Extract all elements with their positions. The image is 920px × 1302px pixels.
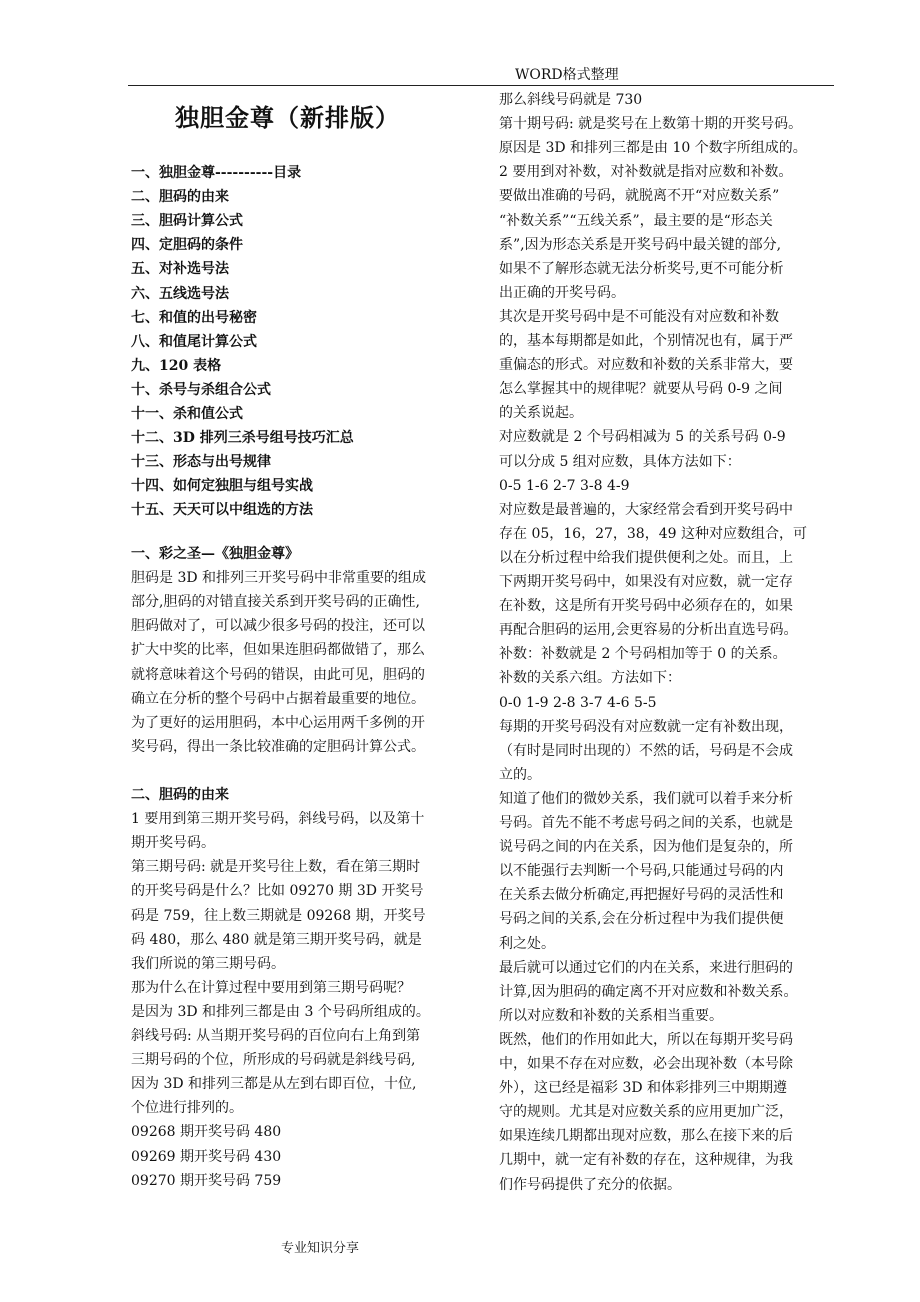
section-heading: 二、胆码的由来	[131, 787, 229, 803]
toc-item: 三、胆码计算公式	[131, 213, 243, 230]
body-line: 三期号码的个位，所形成的号码就是斜线号码,	[131, 1052, 416, 1069]
body-line: 每期的开奖号码没有对应数就一定有补数出现，	[499, 718, 793, 735]
body-line: 期开奖号码。	[131, 835, 215, 852]
toc-item: 七、和值的出号秘密	[131, 309, 257, 326]
body-line: “补数关系”“五线关系”，最主要的是“形态关	[499, 212, 773, 229]
toc-item: 一、独胆金尊----------目录	[131, 165, 302, 181]
body-line: 知道了他们的微妙关系，我们就可以着手来分析	[499, 790, 793, 807]
section-heading: 一、彩之圣—《独胆金尊》	[131, 546, 299, 562]
body-line: 立的。	[499, 766, 541, 783]
body-line: 所以对应数和补数的关系相当重要。	[499, 1007, 723, 1024]
body-line: 个位进行排列的。	[131, 1100, 243, 1117]
body-line: 号码之间的关系,会在分析过程中为我们提供便	[499, 911, 784, 928]
toc-item: 十五、天天可以中组选的方法	[131, 502, 313, 519]
body-line: 的开奖号码是什么？比如 09270 期 3D 开奖号	[131, 883, 424, 900]
document-title: 独胆金尊（新排版）	[175, 103, 400, 132]
body-line: 其次是开奖号码中是不可能没有对应数和补数	[499, 308, 779, 325]
body-line: 怎么掌握其中的规律呢？就要从号码 0-9 之间	[499, 381, 783, 398]
body-line: 以不能强行去判断一个号码,只能通过号码的内	[499, 863, 784, 880]
body-line: 09269 期开奖号码 430	[131, 1148, 282, 1165]
toc-item: 十四、如何定独胆与组号实战	[131, 478, 313, 495]
body-line: 对应数是最普遍的，大家经常会看到开奖号码中	[499, 501, 793, 518]
body-line: 部分,胆码的对错直接关系到开奖号码的正确性,	[131, 594, 420, 611]
toc-item: 十一、杀和值公式	[131, 406, 243, 422]
toc-item: 八、和值尾计算公式	[131, 333, 257, 350]
body-line: 可以分成 5 组对应数，具体方法如下：	[499, 453, 741, 470]
body-line: 就将意味着这个号码的错误，由此可见，胆码的	[131, 666, 425, 683]
toc-item: 四、定胆码的条件	[131, 237, 243, 254]
body-line: 最后就可以通过它们的内在关系，来进行胆码的	[499, 959, 793, 976]
body-line: 存在 05，16，27，38，49 这种对应数组合，可	[499, 525, 807, 542]
body-line: 那么斜线号码就是 730	[499, 92, 643, 108]
body-line: 出正确的开奖号码。	[499, 284, 625, 301]
body-line: 在关系去做分析确定,再把握好号码的灵活性和	[499, 887, 784, 904]
toc-item: 十二、3D 排列三杀号组号技巧汇总	[131, 430, 354, 447]
toc-item: 五、对补选号法	[131, 261, 229, 278]
body-line: 说号码之间的内在关系，因为他们是复杂的，所	[499, 839, 793, 856]
body-line: 确立在分析的整个号码中占据着最重要的地位。	[131, 690, 425, 707]
body-line: 对应数就是 2 个号码相减为 5 的关系号码 0-9	[499, 429, 786, 446]
body-line: 2 要用到对补数，对补数就是指对应数和补数。	[499, 164, 793, 181]
body-line: 在补数，这是所有开奖号码中必须存在的，如果	[499, 598, 793, 615]
body-line: 外），这已经是福彩 3D 和体彩排列三中期期遵	[499, 1080, 788, 1097]
body-line: 我们所说的第三期号码。	[131, 955, 285, 972]
body-line: 因为 3D 和排列三都是从左到右即百位，十位,	[131, 1076, 417, 1093]
body-line: 原因是 3D 和排列三都是由 10 个数字所组成的。	[499, 140, 807, 157]
page-footer: 专业知识分享	[281, 1241, 360, 1256]
body-line: 胆码是 3D 和排列三开奖号码中非常重要的组成	[131, 570, 427, 587]
body-line: 是因为 3D 和排列三都是由 3 个号码所组成的。	[131, 1003, 430, 1020]
body-line: 以在分析过程中给我们提供便利之处。而且，上	[499, 549, 793, 566]
body-line: 补数：补数就是 2 个号码相加等于 0 的关系。	[499, 646, 787, 663]
body-line: 的关系说起。	[499, 405, 583, 422]
body-line: 码是 759，往上数三期就是 09268 期，开奖号	[131, 907, 426, 924]
body-line: 重偏态的形式。对应数和补数的关系非常大，要	[499, 357, 793, 374]
toc-item: 十三、形态与出号规律	[131, 454, 271, 471]
body-line: 号码。首先不能不考虑号码之间的关系，也就是	[499, 815, 793, 831]
body-line: 既然，他们的作用如此大，所以在每期开奖号码	[499, 1031, 793, 1048]
body-line: 下两期开奖号码中，如果没有对应数，就一定存	[499, 574, 793, 590]
body-line: 那为什么在计算过程中要用到第三期号码呢？	[131, 979, 411, 996]
toc-item: 十、杀号与杀组合公式	[131, 381, 271, 398]
body-line: 要做出准确的号码，就脱离不开“对应数关系”	[499, 188, 780, 205]
toc-item: 九、120 表格	[131, 357, 222, 374]
body-line: 第十期号码: 就是奖号在上数第十期的开奖号码。	[499, 116, 803, 133]
page-header: WORD格式整理	[515, 67, 619, 83]
body-line: 胆码做对了，可以减少很多号码的投注，还可以	[131, 618, 425, 635]
body-line: 利之处。	[499, 935, 555, 952]
toc-item: 六、五线选号法	[131, 285, 229, 302]
body-line: 斜线号码: 从当期开奖号码的百位向右上角到第	[131, 1028, 421, 1044]
body-line: （有时是同时出现的）不然的话，号码是不会成	[499, 742, 793, 759]
toc-item: 二、胆码的由来	[131, 189, 229, 206]
body-line: 系”,因为形态关系是开奖号码中最关键的部分,	[499, 236, 782, 253]
body-line: 如果不了解形态就无法分析奖号,更不可能分析	[499, 260, 784, 277]
body-line: 0-0 1-9 2-8 3-7 4-6 5-5	[499, 694, 657, 711]
body-line: 奖号码，得出一条比较准确的定胆码计算公式。	[131, 738, 425, 755]
body-line: 扩大中奖的比率，但如果连胆码都做错了，那么	[131, 642, 425, 659]
body-line: 09270 期开奖号码 759	[131, 1172, 282, 1189]
body-line: 们作号码提供了充分的依据。	[499, 1176, 681, 1193]
body-line: 几期中，就一定有补数的存在，这种规律，为我	[499, 1152, 793, 1169]
body-line: 第三期号码: 就是开奖号往上数，看在第三期时	[131, 859, 421, 876]
body-line: 中，如果不存在对应数，必会出现补数（本号除	[499, 1056, 793, 1072]
body-line: 0-5 1-6 2-7 3-8 4-9	[499, 477, 630, 494]
header-rule	[128, 85, 834, 86]
body-line: 如果连续几期都出现对应数，那么在接下来的后	[499, 1128, 793, 1145]
body-line: 守的规则。尤其是对应数关系的应用更加广泛，	[499, 1104, 793, 1121]
body-line: 1 要用到第三期开奖号码，斜线号码，以及第十	[131, 811, 425, 828]
body-line: 再配合胆码的运用,会更容易的分析出直选号码。	[499, 622, 798, 639]
body-line: 09268 期开奖号码 480	[131, 1124, 282, 1141]
body-line: 为了更好的运用胆码，本中心运用两千多例的开	[131, 714, 425, 731]
body-line: 补数的关系六组。方法如下：	[499, 670, 681, 687]
body-line: 码 480，那么 480 就是第三期开奖号码，就是	[131, 931, 422, 948]
body-line: 的，基本每期都是如此，个别情况也有，属于严	[499, 333, 793, 349]
body-line: 计算,因为胆码的确定离不开对应数和补数关系。	[499, 983, 798, 1000]
